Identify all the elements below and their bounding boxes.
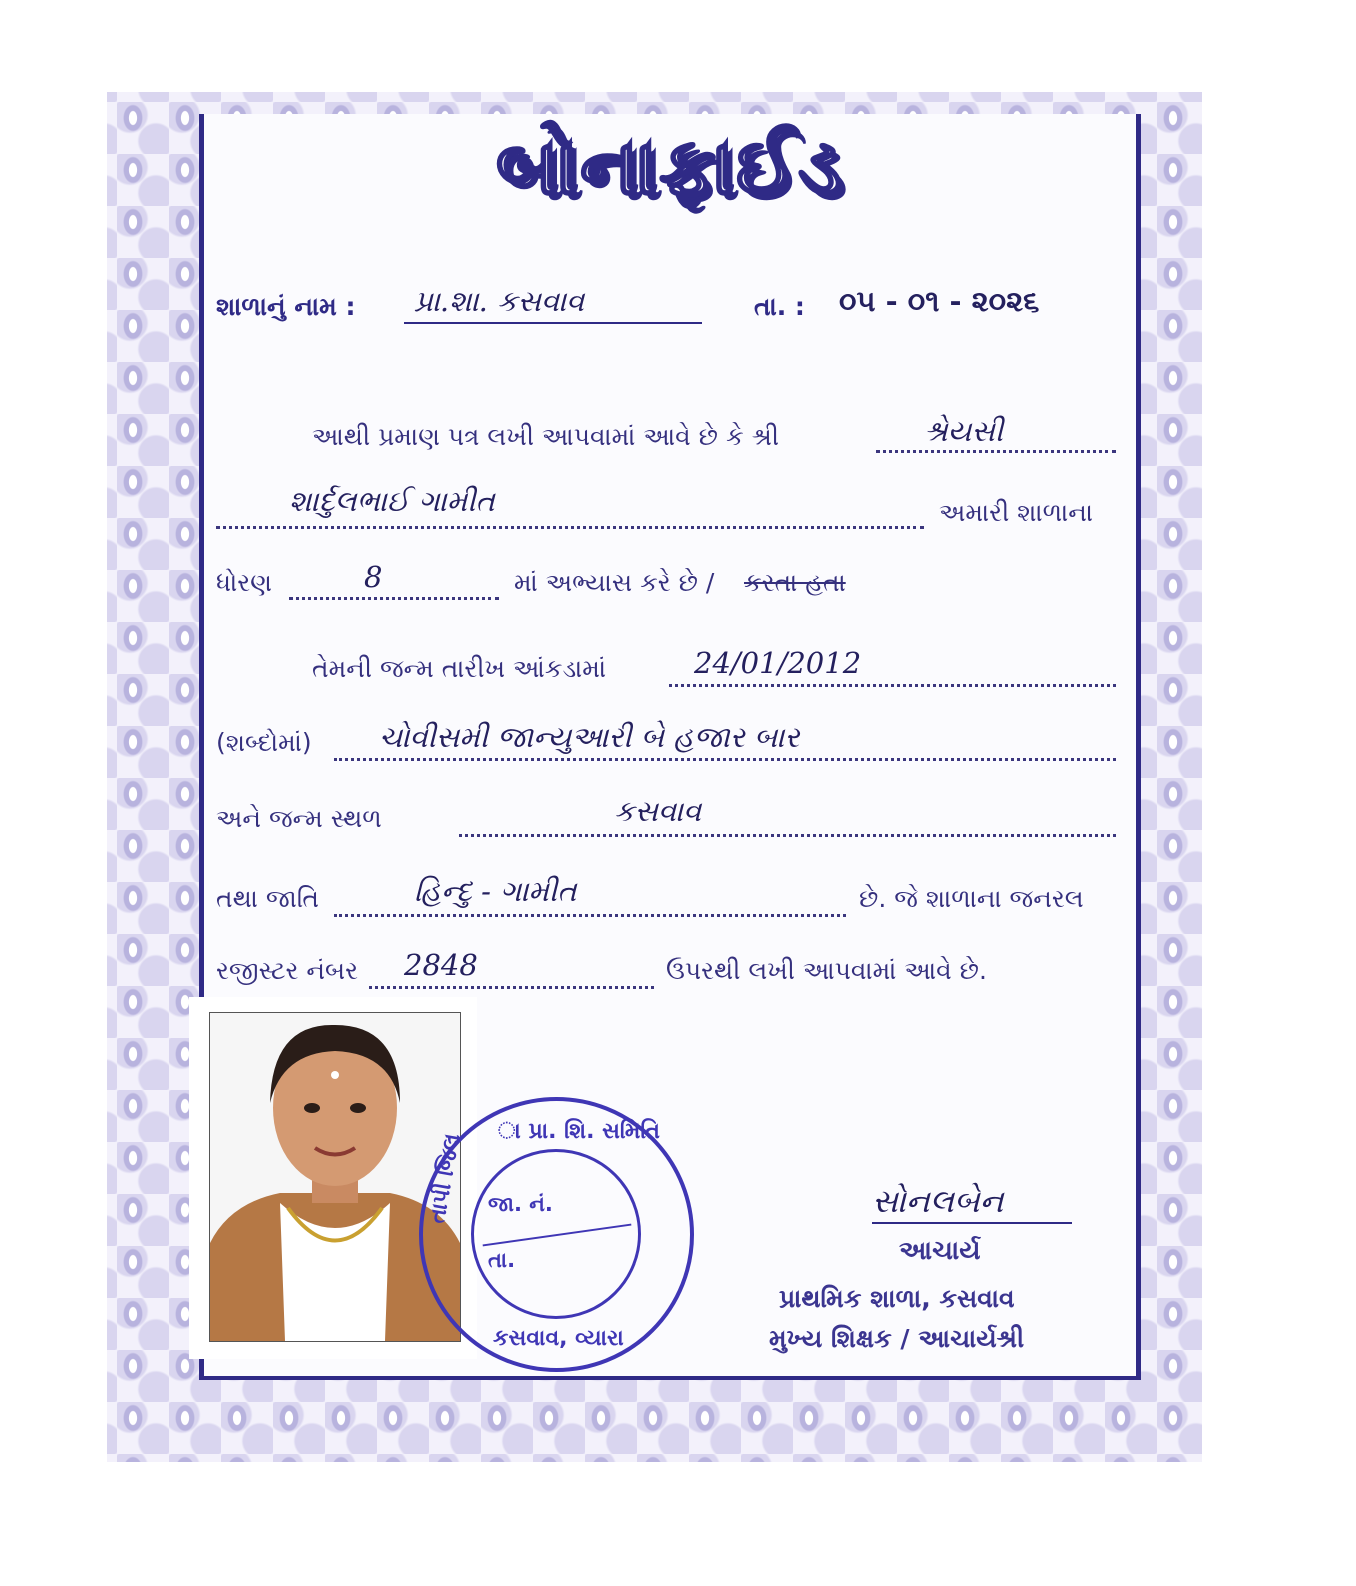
- dotted-line: [369, 986, 654, 989]
- stamp-inner-circle: [471, 1149, 641, 1319]
- birth-date-value: 24/01/2012: [694, 646, 862, 680]
- birth-place-value: કસવાવ: [614, 794, 702, 828]
- dotted-line: [289, 597, 499, 600]
- stamp-ta: તા.: [488, 1248, 516, 1272]
- caste-suffix: છે. જે શાળાના જનરલ: [859, 884, 1084, 913]
- student-rest-name: શાર્દુલભાઈ ગામીત: [289, 484, 495, 518]
- signature-school: પ્રાથમિક શાળા, કસવાવ: [779, 1284, 1015, 1313]
- caste-value: હિન્દુ - ગામીત: [414, 874, 577, 908]
- school-name-underline: [404, 322, 702, 324]
- words-label: (શબ્દોમાં): [216, 728, 312, 757]
- register-suffix: ઉપરથી લખી આપવામાં આવે છે.: [666, 956, 987, 985]
- student-photo-illustration: [210, 1013, 460, 1341]
- student-photo: [209, 1012, 461, 1342]
- signature-scribble: સોનલબેન: [872, 1182, 1004, 1220]
- student-first-name: શ્રેયસી: [924, 414, 1004, 448]
- birth-date-label: તેમની જન્મ તારીખ આંકડામાં: [312, 654, 607, 683]
- register-label: રજીસ્ટર નંબર: [216, 956, 358, 985]
- signature-stroke: [872, 1222, 1072, 1224]
- school-label: શાળાનું નામ :: [216, 292, 356, 321]
- date-value: ૦૫ - ૦૧ - ૨૦૨૬: [839, 284, 1040, 318]
- certificate-sheet: [107, 92, 1202, 1462]
- school-name-value: પ્રા.શા. કસવાવ: [414, 284, 585, 318]
- dotted-line: [876, 450, 1116, 453]
- stamp-divider: [483, 1224, 632, 1247]
- std-label: ધોરણ: [216, 568, 272, 597]
- struck-text: કરતા હતા: [744, 568, 846, 597]
- birth-place-label: અને જન્મ સ્થળ: [216, 804, 382, 833]
- certificate-line1: આથી પ્રમાણ પત્ર લખી આપવામાં આવે છે કે શ્રી: [312, 422, 780, 451]
- dotted-line: [334, 758, 1116, 761]
- std-value: 8: [364, 560, 383, 594]
- school-stamp: [419, 1097, 694, 1372]
- dotted-line: [459, 834, 1116, 837]
- certificate-title: બોનાફાઈડ: [496, 122, 844, 212]
- dotted-line: [334, 914, 846, 917]
- stamp-ja-no: જા. નં.: [488, 1192, 553, 1216]
- caste-label: તથા જાતિ: [216, 884, 319, 913]
- signature-role: આચાર્ય: [899, 1236, 981, 1266]
- stamp-left-text: તાપી જિલ્: [425, 1131, 466, 1226]
- dotted-line: [216, 526, 924, 529]
- studying-text: માં અભ્યાસ કરે છે /: [514, 568, 715, 597]
- stamp-bottom-text: કસવાવ, વ્યારા: [493, 1326, 624, 1351]
- date-label: તા. :: [754, 292, 805, 321]
- signature-footer: મુખ્ય શિક્ષક / આચાર્યશ્રી: [769, 1324, 1025, 1353]
- dotted-line: [669, 684, 1116, 687]
- stamp-top-text: ા પ્રા. શિ. સમિતિ: [498, 1119, 660, 1144]
- line2-end-text: અમારી શાળાના: [939, 498, 1093, 527]
- register-value: 2848: [404, 948, 478, 982]
- birth-date-words: ચોવીસમી જાન્યુઆરી બે હજાર બાર: [379, 720, 800, 754]
